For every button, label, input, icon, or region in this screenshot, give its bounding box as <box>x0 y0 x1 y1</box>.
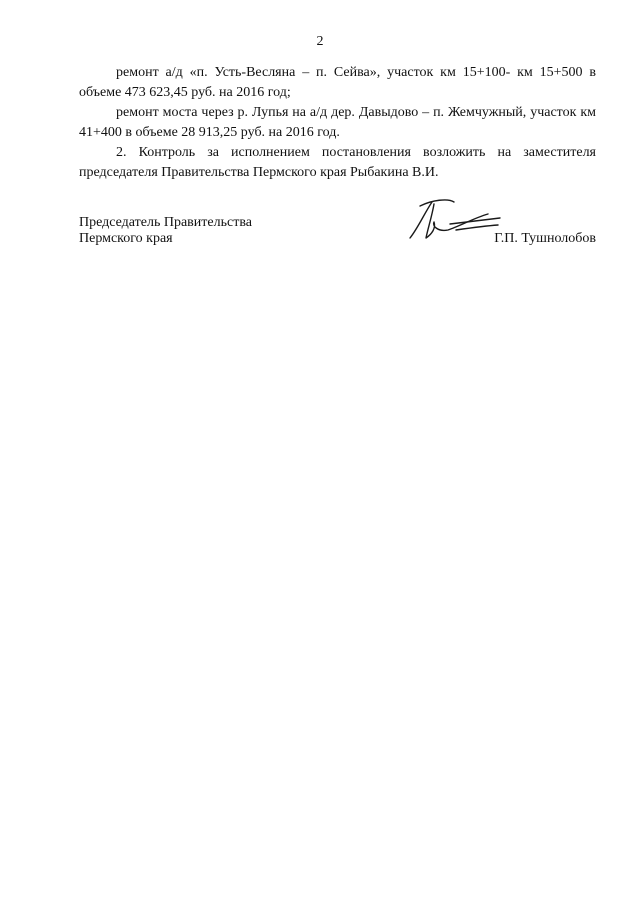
document-body <box>79 63 596 183</box>
paragraph-road-repair: ремонт а/д «п. Усть-Весляна – п. Сейва», участок км 15+100- км 15+500 в объеме 473 623,45 руб. на 2016 год; <box>79 65 596 100</box>
signatory-name: Г.П. Тушнолобов <box>494 231 596 246</box>
paragraph-control-clause: 2. Контроль за исполнением постановления возложить на заместителя председателя Правительства Пермского края Рыбакина В.И. <box>79 145 596 180</box>
signatory-title-line2: Пермского края <box>79 231 173 246</box>
paragraph-bridge-repair: ремонт моста через р. Лупья на а/д дер. Давыдово – п. Жемчужный, участок км 41+400 в объеме 28 913,25 руб. на 2016 год. <box>79 105 596 140</box>
page-number: 2 <box>316 34 324 49</box>
signatory-title <box>79 215 252 247</box>
signatory-title-line1: Председатель Правительства <box>79 215 252 230</box>
